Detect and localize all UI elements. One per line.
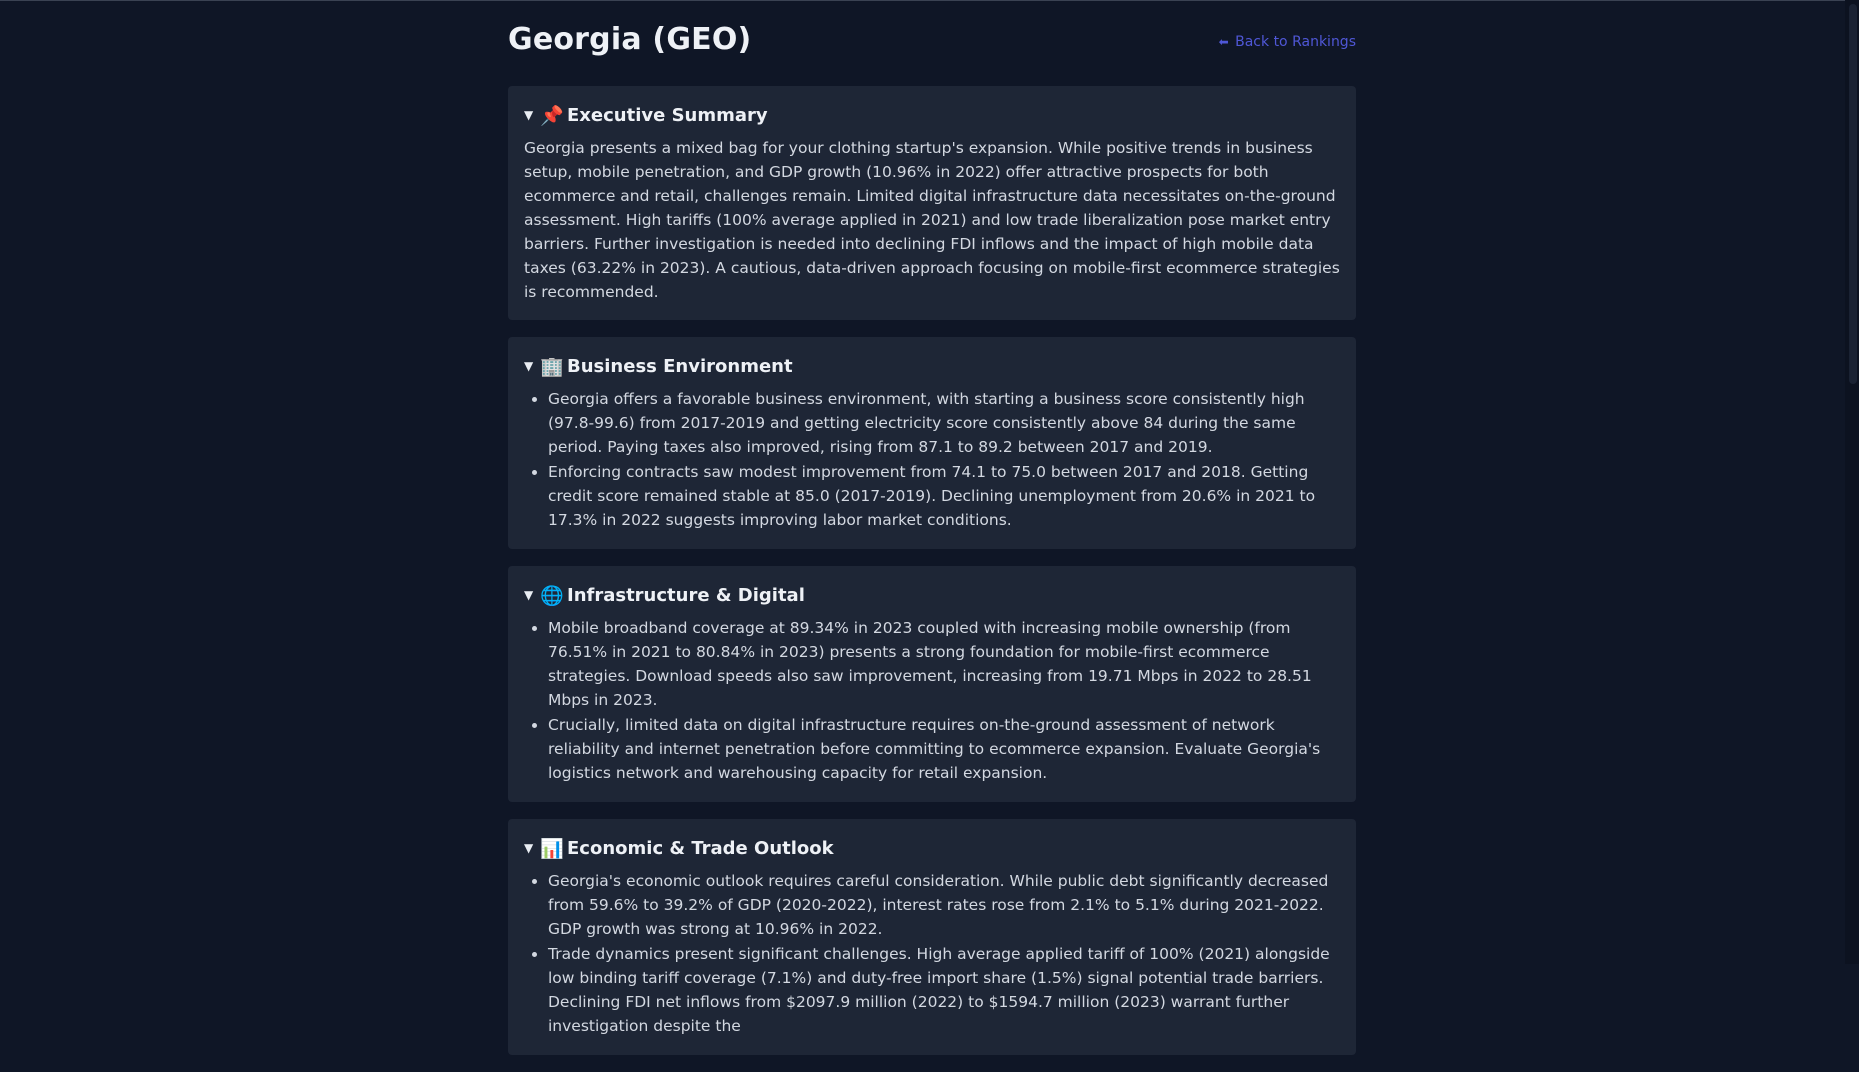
pushpin-icon: 📌 — [540, 104, 564, 127]
list-item: • Georgia offers a favorable business environment, with starting a business score consistently high (97.8-99.6) from 2017-2019 and getting electricity score consistently above 84 during the same period. Paying taxes also improved, rising from 87.1 to 89.2 between 2017 and 2019. — [548, 387, 1340, 459]
list-item: • Trade dynamics present significant challenges. High average applied tariff of 100% (2021) alongside low binding tariff coverage (7.1%) and duty-free import share (1.5%) signal potential trade barriers. Declining FDI net inflows from $2097.9 million (2022) to $1594.7 million (2023) warrant further investigation despite the — [548, 942, 1340, 1038]
list-item: • Crucially, limited data on digital infrastructure requires on-the-ground assessment of network reliability and internet penetration before committing to ecommerce expansion. Evaluate Georgia's logistics network and warehousing capacity for retail expansion. — [548, 713, 1340, 785]
page-header — [508, 0, 1356, 86]
collapse-triangle-icon: ▼ — [524, 588, 534, 602]
vertical-scrollbar[interactable] — [1845, 0, 1859, 964]
left-arrow-icon: ⬅ — [1218, 35, 1229, 49]
executive-summary-toggle[interactable] — [524, 102, 1340, 128]
bar-chart-icon: 📊 — [540, 837, 564, 860]
page-title: Georgia (GEO) — [508, 22, 752, 57]
collapse-triangle-icon: ▼ — [524, 108, 534, 122]
bullet-list — [524, 387, 1340, 532]
economic-trade-toggle[interactable] — [524, 835, 1340, 861]
business-environment-section — [508, 337, 1356, 549]
list-item: • Georgia's economic outlook requires careful consideration. While public debt significantly decreased from 59.6% to 39.2% of GDP (2020-2022), interest rates rose from 2.1% to 5.1% during 2021-2022. GDP growth was strong at 10.96% in 2022. — [548, 869, 1340, 941]
collapse-triangle-icon: ▼ — [524, 359, 534, 373]
back-to-rankings-link[interactable] — [1219, 34, 1356, 50]
list-item: • Enforcing contracts saw modest improvement from 74.1 to 75.0 between 2017 and 2018. Getting credit score remained stable at 85.0 (2017-2019). Declining unemployment from 20.6% in 2021 to 17.3% in 2022 suggests improving labor market conditions. — [548, 460, 1340, 532]
bullet-list — [524, 869, 1340, 1038]
section-body — [524, 869, 1340, 1038]
economic-trade-section — [508, 819, 1356, 1055]
section-body — [524, 616, 1340, 785]
globe-icon: 🌐 — [540, 584, 564, 607]
infrastructure-digital-toggle[interactable] — [524, 582, 1340, 608]
business-environment-toggle[interactable] — [524, 353, 1340, 379]
section-title: Infrastructure & Digital — [567, 584, 805, 606]
office-building-icon: 🏢 — [540, 355, 564, 378]
back-link-label: Back to Rankings — [1235, 34, 1356, 50]
scrollbar-thumb[interactable] — [1849, 4, 1857, 384]
section-title: Business Environment — [567, 355, 793, 377]
infrastructure-digital-section — [508, 566, 1356, 802]
bullet-list — [524, 616, 1340, 785]
country-report — [508, 0, 1356, 1072]
section-body — [524, 136, 1340, 304]
list-item: • Mobile broadband coverage at 89.34% in 2023 coupled with increasing mobile ownership (from 76.51% in 2021 to 80.84% in 2023) presents a strong foundation for mobile-first ecommerce strategies. Download speeds also saw improvement, increasing from 19.71 Mbps in 2022 to 28.51 Mbps in 2023. — [548, 616, 1340, 712]
section-body — [524, 387, 1340, 532]
section-title: Executive Summary — [567, 104, 768, 126]
executive-summary-section — [508, 86, 1356, 320]
collapse-triangle-icon: ▼ — [524, 841, 534, 855]
section-title: Economic & Trade Outlook — [567, 837, 834, 859]
summary-text: Georgia presents a mixed bag for your clothing startup's expansion. While positive trends in business setup, mobile penetration, and GDP growth (10.96% in 2022) offer attractive prospects for both ecommerce and retail, challenges remain. Limited digital infrastructure data necessitates on-the-ground assessment. High tariffs (100% average applied in 2021) and low trade liberalization pose market entry barriers. Further investigation is needed into declining FDI inflows and the impact of high mobile data taxes (63.22% in 2023). A cautious, data-driven approach focusing on mobile-first ecommerce strategies is recommended. — [524, 139, 1340, 301]
